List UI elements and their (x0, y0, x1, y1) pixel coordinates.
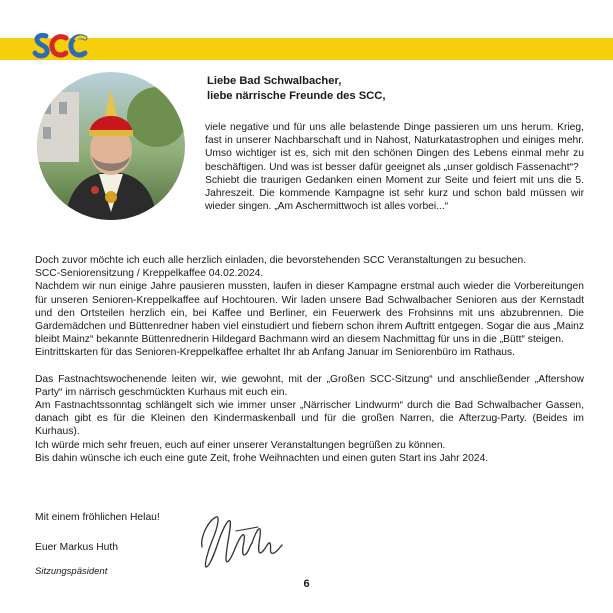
page-number: 6 (303, 578, 310, 590)
portrait-photo (37, 72, 185, 220)
body-paragraph: Nachdem wir nun einige Jahre pausieren mussten, laufen in dieser Kampagne erstmal auch wieder die Vorbereitungen für unseren Senioren-Kreppelkaffee auf Hochtouren. Wir laden unsere Bad Schwalbacher Senioren aus der Kernstadt und den Ortsteilen herzlich ein, bei Kaffee und Berliner, ein Feuerwerk des Frohsinns mit uns abzubrennen. Die Gardemädchen und Büttenredner haben viel einstudiert und fiebern schon ihrem Auftritt entgegen. Sogar die aus „Mainz bleibt Mainz“ bekannte Büttenrednerin Hildegard Bachmann wird an diesem Nachmittag für uns in die „Bütt“ steigen. (35, 281, 584, 346)
intro-text (205, 121, 584, 213)
body-paragraph: Bis dahin wünsche ich euch eine gute Zeit, frohe Weihnachten und einen guten Start ins Jahr 2024. (35, 452, 489, 464)
closing-helau: Mit einem fröhlichen Helau! (35, 512, 160, 523)
scc-logo (31, 24, 93, 64)
body-paragraph: Eintrittskarten für das Senioren-Kreppelkaffee erhaltet Ihr ab Anfang Januar im Seniorenbüro im Rathaus. (35, 347, 516, 359)
author-name: Euer Markus Huth (35, 542, 118, 553)
body-paragraph: Doch zuvor möchte ich euch alle herzlich einladen, die bevorstehenden SCC Veranstaltungen zu besuchen. (35, 255, 527, 266)
handwritten-signature (190, 507, 290, 573)
letter-body (35, 254, 584, 465)
intro-paragraph: Schiebt die traurigen Gedanken einen Moment zur Seite und feiert mit uns die 5. Jahreszeit. Die kommende Kampagne ist sehr kurz und schon bald müssen wir wieder singen. „Am Aschermittwoch ist alles vorbei...“ (205, 174, 584, 213)
greeting-line-1: Liebe Bad Schwalbacher, (207, 75, 342, 87)
body-paragraph: SCC-Seniorensitzung / Kreppelkaffee 04.02.2024. (35, 268, 264, 280)
greeting-line-2: liebe närrische Freunde des SCC, (207, 89, 386, 102)
body-paragraph: Das Fastnachtswochenende leiten wir, wie gewohnt, mit der „Großen SCC-Sitzung“ und anschließender „Aftershow Party“ im närrisch geschmückten Kurhaus mit euch ein. (35, 373, 584, 398)
intro-paragraph: viele negative und für uns alle belastende Dinge passieren um uns herum. Krieg, fast in unserer Nachbarschaft und in Nahost, Naturkatastrophen und einiges mehr. Umso wichtiger ist es, sich mit den schönen Dingen des Lebens einmal mehr zu beschäftigen. Und was ist besser dafür geeignet als „unser goldisch Fassenacht“? (205, 122, 584, 173)
body-paragraph: Ich würde mich sehr freuen, euch auf einer unserer Veranstaltungen begrüßen zu können. (35, 439, 446, 451)
body-paragraph: Am Fastnachtssonntag schlängelt sich wie immer unser „Närrischer Lindwurm“ durch die Bad Schwalbacher Gassen, danach gibt es für die Kleinen den Kindermaskenball und für die großen Narren, die Afterzug-Party. (Beides im Kurhaus). (35, 400, 584, 438)
paragraph-gap (35, 360, 584, 373)
author-title: Sitzungspäsident (35, 566, 108, 577)
greeting (207, 74, 385, 103)
